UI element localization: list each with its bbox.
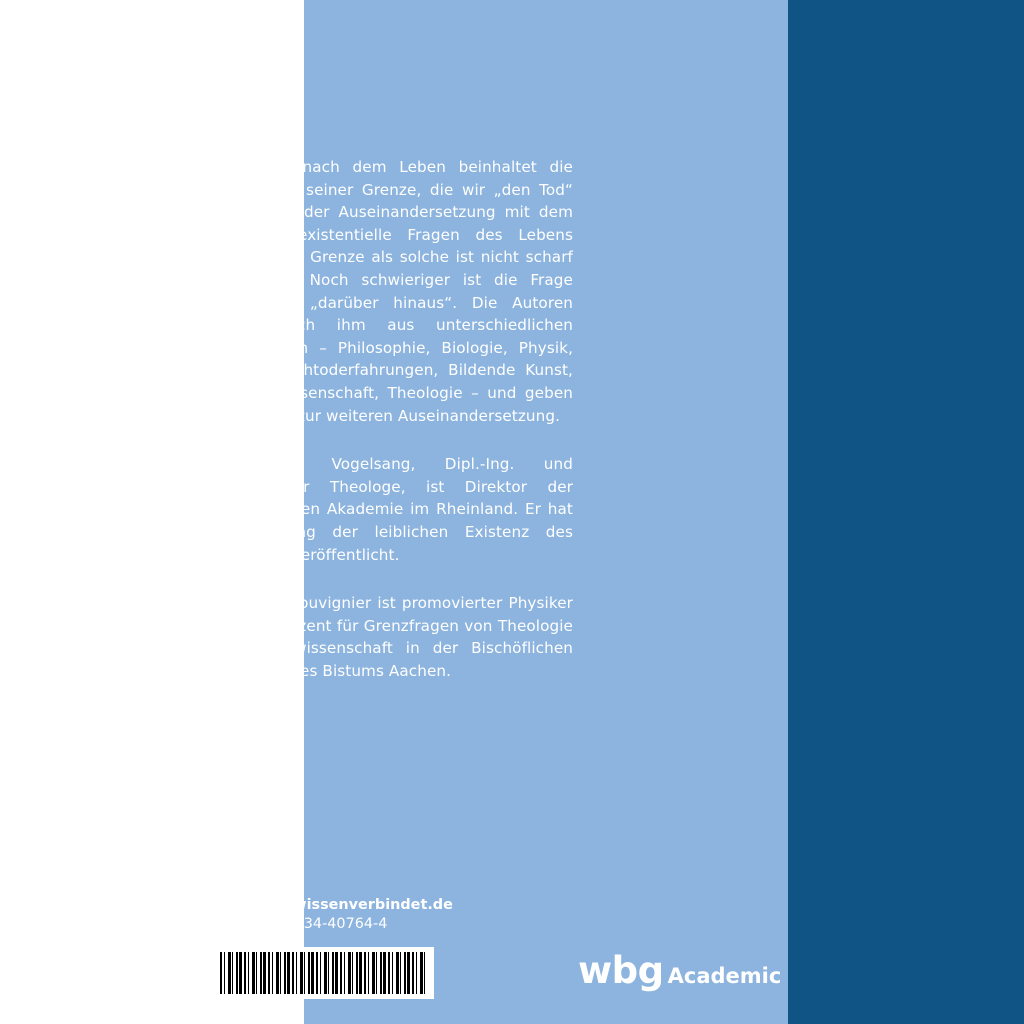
isbn-text: ISBN 978-3-534-40764-4 <box>209 916 388 932</box>
spine-panel <box>788 0 1024 1024</box>
cover-footer <box>209 896 509 934</box>
blurb-paragraph: Die Frage nach dem Leben beinhaltet die Frage nach seiner Grenze, die wir „den Tod“ nennen. In der Auseinandersetzung mit dem Tod sind existentielle Fragen des Lebens berührt. Die Grenze als solche ist nicht scharf definierbar. Noch schwieriger ist die Frage nach dem „darüber hinaus“. Die Autoren nähern sich ihm aus unterschiedlichen Perspektiven – Philosophie, Biologie, Physik, Medizin, Nahtoderfahrungen, Bildende Kunst, Literaturwissenschaft, Theologie – und geben so Impulse zur weiteren Auseinandersetzung. <box>209 158 573 425</box>
barcode <box>212 947 434 999</box>
publisher-logo <box>578 949 782 992</box>
author-bio-vogelsang: Dr. Frank Vogelsang, Dipl.-Ing. und promovierter Theologe, ist Direktor der Evangelischen Akademie im Rheinland. Er hat zur Deutung der leiblichen Existenz des Menschen veröffentlicht. <box>209 455 573 564</box>
author-bio-souvignier: Dr. Georg Souvignier ist promovierter Physiker und war Dozent für Grenzfragen von Theologie und Naturwissenschaft in der Bischöflichen Akademie des Bistums Aachen. <box>209 594 573 680</box>
barcode-bars <box>220 952 426 994</box>
publisher-logo-imprint: Academic <box>667 964 782 988</box>
publisher-website: www.wbg-wissenverbindet.de <box>209 897 453 913</box>
publisher-logo-name: wbg <box>578 949 664 992</box>
blurb-text-block <box>209 156 573 682</box>
